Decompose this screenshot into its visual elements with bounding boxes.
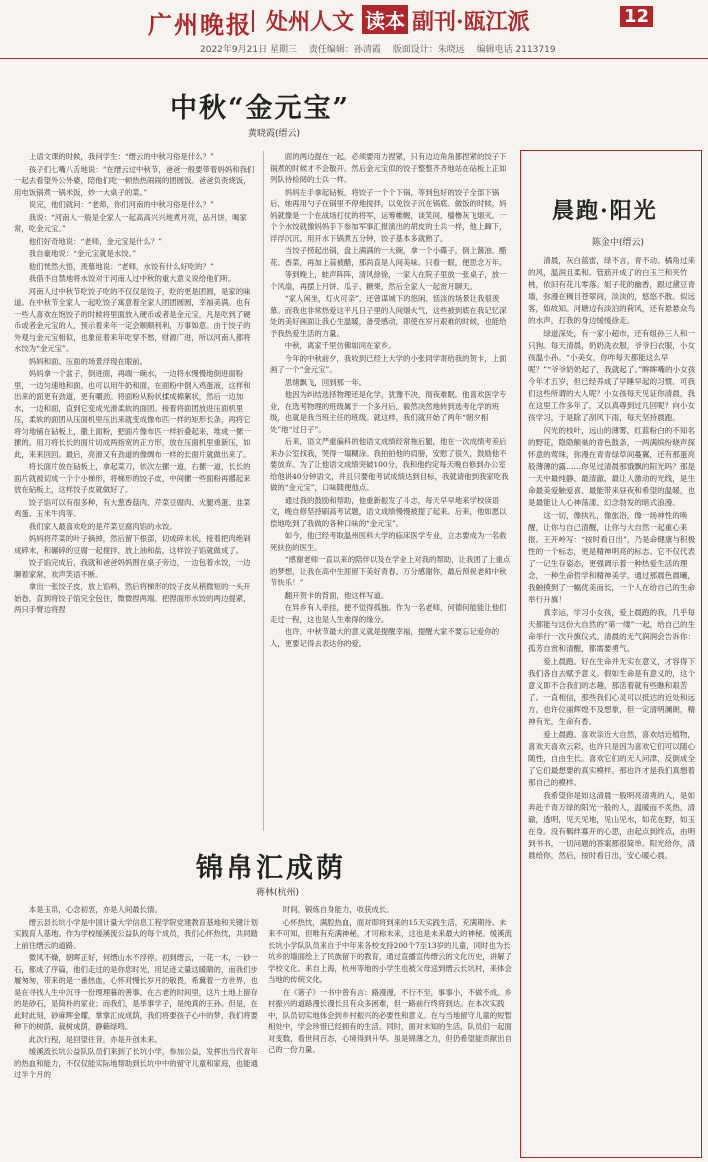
paragraph: 拿出一张饺子皮，放上馅料，然后将梯形的饺子皮从稍微短的一头开始卷，直到将饺子馅完全包住，微微捏两端。把捏面形水饺的两边提紧，两只手臂边将捏: [14, 582, 251, 614]
paragraph: 微风不燥，朝晖正好，何缙山水不浮停。初到缙云，一花一木，一砂一石，都成了序篇，他们走过的是你您时光，用足迹丈量这暖睛的，而我们步履匆匆，带来的是一番热血，心怀对慢长岁月的敬畏，希冀着一方世界，也是在寻找人生中沉寻一份理理暮的善事。在古老的时间里，这片土地上留存的是砂石，是简朴的家业；而我们，是举事学子，是纯真的王孙。但是，在此时此刻，砂麻辉金耀，掌掌汇成成荫，我们将要孩子心中的梦，我们将要种下的树荫，裁树成荫，静籁绿鸣。: [14, 953, 258, 1031]
paragraph: 妈妈将芹菜的叶子摘掉，然后留下根部，切成碎末状，接着把肉绝剁成碎末，和碾碎的豆腐一起搅拌，放上油和盐，这样饺子馅就做成了。: [14, 534, 251, 555]
paragraph: 后来，语文严重偏科的他语文成绩经常拖后腿，他在一次成绩考差后来办公室找我，哭得一塌糊涂。我拍拍他的肩膀，安慰了很久，鼓励他不要放弃。为了让他语文成绩突破100分，我和他约定每天晚自修到办公室给他讲40分钟语文，并且只要他考试成绩达到目标，我就请他到我家吃我做的“金元宝”，口味随便他点。: [270, 437, 509, 492]
paragraph: 真幸运，学习小女孩，爱上晨跑的我，几乎每天都能与这份大自然的“第一缕”一起，给自己的生命举行一次升旗仪式。清晨的无气润润会告诉你：孤芳自赏和清醒，都需要勇气。: [528, 608, 696, 653]
paragraph: “感谢老师一直以来的陪伴以及在学业上对我的帮助，让我团了上重点的梦想，让我在高中生涯留下美好青春。万分感谢你，最后预祝老师中秋节快乐！”: [270, 555, 511, 587]
paragraph: 如今，他已经考取温州医科大学的临床医学专业，立志要成为一名救死扶伤的医生。: [270, 531, 507, 552]
paragraph: 当饺子捞起出锅，盘上满满的一大碗，拿一个小碟子，倒上酱油、醋花、香菜，再加上蒜被醋，那尚直是人间美味。只看一眼，便思念万年。: [270, 246, 507, 267]
sidebar-byline: 陈金中(缙云): [592, 238, 645, 248]
paragraph: 通过我的鼓励和帮助，他重新振发了斗志，每天早早地来学校读语文，晚自修坚持刷高考试题，语文成绩慢慢被提了起来。后来，他如愿以偿地吃到了我做的各种口味的“金元宝”。: [270, 495, 507, 528]
paragraph: 绿道深处，有一家小超市，还有组孙三人和一只狗。每天清晨，奶奶洗衣服，爷爷扫衣服，小女孩温小孙。“小美女，你咋每天都能这么早呢？”“爷爷奶奶起了，我就起了。”眸眸嘴的小女孩今年才五岁，但已经养成了早睡早起的习惯。可我们这些所谓的大人呢？小女孩每天见证你清晨，我在这里工作多年了，又以真尊到过几回呢？向小女孩学习，于是除了刮风下雨，每天坚持晨跑。: [528, 329, 696, 422]
paragraph: 上语文课的时候，我问学生：“缙云的中秋习俗是什么？”: [28, 152, 214, 161]
paragraph: 他因为纠结选择物理还是化学，犹豫不决，彻夜难眠。他喜欢医学专业，在选考物理的班级属于一个多月后，毅然决然地转到选考化学的班级，也就是我当班主任的班级。就这样，我们就开始了两年“朝夕相处”地“过日子”。: [270, 390, 507, 434]
article1-column-2: [270, 151, 512, 831]
article2-title: 锦帛汇成荫: [196, 853, 346, 884]
paragraph: 他们恍然大悟，羡慕地说：“老师，水饺有什么好吃的？”: [28, 261, 214, 271]
supplement-name: 副刊·瓯江派: [412, 9, 530, 35]
article1-title: 中秋“金元宝”: [170, 93, 351, 124]
paragraph: 我们家人最喜欢吃的是芹菜豆腐肉馅的水饺。: [28, 521, 177, 531]
article2-byline: 蒋林(杭州): [256, 888, 300, 898]
article1-byline: 黄晓霞(缙云): [248, 129, 301, 139]
paragraph: 今年的中秋前夕，我收到已经上大学的小张同学寄给我的贺卡，上面画了一个“金元宝”。: [270, 353, 507, 374]
paragraph: 妈妈和面、压面的场景浮现在眼前。: [28, 356, 148, 366]
article2-column-2: [268, 904, 512, 1159]
page-info: [200, 42, 565, 55]
paragraph: 妈妈拿一个盆子，倒进面，再端一碗水，一边将水慢慢地倒进面粉里，一边匀速地和面。也可以用牛奶和面，在面粉中倒入鸡蛋液，这样和出来的面更有劲道，更有嚼劲。将面粉从粉状揉成棉絮状，然后一边加水，一边和面，直到它变成光滑柔软的面团。接着将面团放进压面机里压，柔软的面团从压面机里压出来就变成像布匹一样的矩形长条，再将它将匀地铺在砧板上，撒上面粉，把面片像布匹一样折叠起来，堆成一摞一摞的。用刀将长长的面片切成两指宽的正方形，放在压面机里重新压，如此，来来回回。最后，亮滑又有劲道的像绸布一样的长面片就做出来了。: [14, 369, 251, 459]
sidebar-column: [528, 255, 696, 1150]
paragraph: 此次行程，是回望往昔，亦是开创未来。: [28, 1034, 162, 1044]
paragraph: 爱上晨跑。好在生命并无实在意义，才容得下我们各自去赋予意义。假如生命是有意义的，这个意义即不合我们的志趣，那活着就有些瞧和艰苦了。一直相信，那些我们心灵可以抵达的近处和远方，也许位丽辉煌不及想象，但一定清明澜朗，精神有光，生命有香。: [528, 657, 696, 726]
paragraph: 本是玉帛，心念初衷，亦是人间最长情。: [28, 905, 162, 914]
editor-phone: 编辑电话 2113719: [476, 45, 556, 55]
paragraph: 妈妈左手拿起砧板，将饺子一个个下锅，等到包好的饺子全部下锅后，她再用勺子在锅里不停地搅拌，以免饺子沉在锅底。做饭的时候，妈妈就像是一个在战场打仗的将军，运筹帷幄，谈笑间，樯橹灰飞烟灭。一个个水饺就像妈妈手下参加军事汇报演出的胡皮的士兵一样，他上蹿下，浮浮沉沉。用开水下锅煮五分钟，饺子基本多就熟了。: [270, 187, 507, 243]
paragraph: 我希望你是如这清晨一般明亮清爽的人，是如奔赴千青万绿的阳光一般的人，温暖而不炙热，清澈，透明，见天见地，见山见水，如花在野，如玉在身。没有羁绊寡开的心思，由起点到终点，由明到书书，一切问题的答案都很简单。阳光给你，清晨给你，然后，按时看日出，安心暖心晨。: [528, 791, 696, 860]
paragraph: 河南人过中秋节吃饺子吃的不仅仅是饺子，吃的更是团圆，是家的味道。在中秋节全家人一起吃饺子寓意着全家人团团圆圆，幸福美满。也有一些人喜欢在饱饺子的时候将里面放入硬币或者是金元宝，凡是吃到了硬币或者金元宝的人，预示着来年一定会顺顺利利，万事如意。由于饺子的外观与金元宝相似，也象征着来年吃穿不愁，财源广进，所以河南人都将水饺为“金元宝”。: [14, 286, 251, 353]
read-badge: 读本: [362, 5, 408, 34]
paragraph: 思绪飘飞，回到那一年。: [284, 377, 367, 387]
masthead: [0, 0, 708, 39]
paragraph: 他们好奇地说：“老师，金元宝是什么？”: [28, 236, 162, 246]
article2-column-1: [14, 904, 258, 1159]
paragraph: 我说：“河南人一般是全家人一起高高兴兴地煮月亮，品月饼，喝家常，吃金元宝。”: [14, 212, 247, 233]
article1-column-1: [14, 151, 256, 831]
newspaper-logo: 广州晚报: [148, 10, 252, 39]
paragraph: 饺子馅可以有很多种，有大葱香菇肉、芹菜豆腐肉、火腿鸡蛋、韭菜鸡蛋、玉米牛肉等。: [14, 497, 251, 518]
paragraph: 时间，锻炼自身能力，收获成长。: [282, 905, 394, 914]
paragraph: 等到晚上，蛙声阵阵，清风徐徐，一家人在院子里放一张桌子，放一个风扇，再摆上月饼、瓜子、糖果，然后全家人一起赏月聊天。: [270, 270, 507, 291]
page-number: 12: [620, 6, 653, 27]
paragraph: 这一切，像执礼，像旅浴，像一场神性的唤醒，让你与自己清醒，让你与大自然一起重心来报。王开岭写：“按时看日出”，乃是命健康与积极性的一个标志，更是精神明亮的标志。它不仅代表了一记生存姿态，更强调示着一种热爱生活的理念，一种生命哲学和精神美学。通过那晨色晨曦，我触摸到了一幅优美而长，一个人在给自己的生命举行升旗！: [528, 511, 696, 604]
paragraph: 缙云县长坑小学是中国计量大学信息工程学院党建教育基地和关键计划实践育人基地。作为学校缓溪流公益队的每个成员，我们心怀热忱，共同踏上前往缙云的道路。: [14, 917, 258, 950]
paragraph: “家人闲坐，灯火可亲”，还曾谋城下的悠闲、恬淡的场景让我很羡慕。而我也非常热爱这平凡日子里的人间烟火气，这些被到底在我记忆深处的美好画面让我心生温暖，备受感动，即使在岁月艰难的时候，也能给予我热爱生活的力量。: [270, 294, 507, 338]
paragraph: 在《箸子》一书中曾有言：路漫漫，不行不至，事事小，不做不成。乡村振兴的道路漫长漫长且有众多困难，但一路前行终将到达。在本次实践中，队员切实地体会到乡村振兴的必要性和意义。在与当地留守儿童的短暂相处中，学会珍惜已经拥有的生活。同时，面对未知的生活，队员们一起面对变数，看世间百态，心境得到升华。虽是锦薄之力，但仍希望能贡献出自己的一份力量。: [268, 987, 512, 1054]
paragraph: 在异乡有人牵挂，便不觉得孤独。作为一名老师，何德何能能让他们走过一程，这也是人生难得的缘分。: [270, 603, 507, 624]
masthead-divider: [252, 10, 254, 32]
paragraph: 清晨，灰白蓝雷，绿不言，青不动。橘角过来的风，温润且柔和。管筋开成了的白玉兰和夹竹桃，依旧有花儿零落。姐子花的幽香，跟过黛豆青墙，弥漫在稠目苍翠间，淡淡的，悠悠不散。似远客，如故知。河塘边有淡泊的荷风，还有悬悬众鸟的水声，打我的身边缓缓徐走。: [528, 256, 696, 325]
paragraph: 我自豪地说：“金元宝就是水饺。”: [28, 249, 137, 258]
paragraph: 饺子馅完成后，我就和爸爸妈妈围在桌子旁边，一边包着水饺，一边聊着家常，欢声笑语不断。: [14, 558, 251, 579]
column-name: 处州人文: [266, 9, 355, 35]
paragraph: 面的两边提在一起，必须要用力捏紧，只有边边角角都捏紧的饺子下锅煮的时候才不会散开。然后金元宝似的饺子整整齐齐地站在砧板上正如列队待检阅的士兵一样。: [270, 152, 507, 184]
chief-editor: 责任编辑：孙清霞: [308, 45, 381, 55]
paragraph: 也许，中秋节最大的意义就是提醒幸福，提醒大家不要忘记爱你的人，更要记得去表达你的爱。: [270, 627, 500, 648]
paragraph: 爱上晨跑。喜欢亲近大自然，喜欢结近植物，喜欢天喜欢云彩，也许只是因为喜欢它们可以随心随性，自由生长。喜欢它们的无人问津，反倒成全了它们最想要的真实模样。那也许才是我们真想着那自己的模样。: [528, 730, 696, 787]
header-rule: [0, 58, 708, 59]
paragraph: 孩子们七嘴八舌地说：“在缙云过中秋节，爸爸一般要带着妈妈和我们一起去看望外公外婆，陪他们吃一顿热热闹闹的团圆饭。爸爸负责烧饭，用电饭锅煮一锅米饭，炒一大桌子的菜。”: [14, 164, 255, 197]
paragraph: 说完，他们就问：“老师，你们河南的中秋习俗是什么？”: [28, 200, 214, 209]
paragraph: 翻开贺卡的背面，他这样写道。: [284, 590, 389, 600]
designer: 版面设计：朱晓远: [392, 45, 465, 55]
paragraph: 缓溪流长坑公益队队员们来到了长坑小学，参加公益，发挥出当代青年的热血和能力，不仅仅能实际地帮助到长坑中中的留守儿童和家庭，也能通过半个月的: [14, 1047, 258, 1079]
sidebar-title: 晨跑·阳光: [552, 198, 658, 224]
paragraph: 闪光的枝叶，远山的薄雾，红蓝粉白的不知名的野花，隐隐额巢的青色鼓条，一两满缤纷晓声探怀意的莺珠，弥漫在青青绿草间蔓翼，还有那蛋亮般薄薄的露……你见过清晨那饿飘的阳光吗？那是一天中最纯静、最清澈、最让人激动的光线，是生命最美爱触爱喜、最能带来昼夜和希望的温暖，也是最能让人心神荡漾、幻念勃发的暗式浪漫。: [528, 426, 696, 507]
paragraph: 将长面片放在砧板上，拿起菜刀，依次左摞一道，右摞一道，长长的面片就被切成一个个小梯形，将梯形的饺子皮，中间摞一些面粉再撂起来放在砧板上，这样饺子皮就做好了。: [14, 462, 251, 494]
paragraph: 中秋，离家千里仿佛如同在家乡。: [284, 341, 396, 350]
issue-date: 2022年9月21日 星期三: [200, 45, 297, 55]
column-rule: [263, 151, 264, 831]
paragraph: 我借不自禁地将水饺对于河南人过中秋的重大意义说给他们听。: [28, 274, 236, 283]
paragraph: 心怀热忱，满腔热血，面对即将到来的15天实践生活，充满期待。未来不可知，但唯有充满神秘，才可称未来，这也是未来最大的神秘。缓溪流长坑小学队队员来自于中年来各校支持200个7至13岁的儿童，同时也为长坑乡的墙面绘上了民族留下的教育，通过直播宣传缙云的文化历史，讲解了学校文化。来自上海，杭州等地的小学生也被父母送到缙云长坑村，来体会当地的传统文化。: [268, 917, 512, 984]
